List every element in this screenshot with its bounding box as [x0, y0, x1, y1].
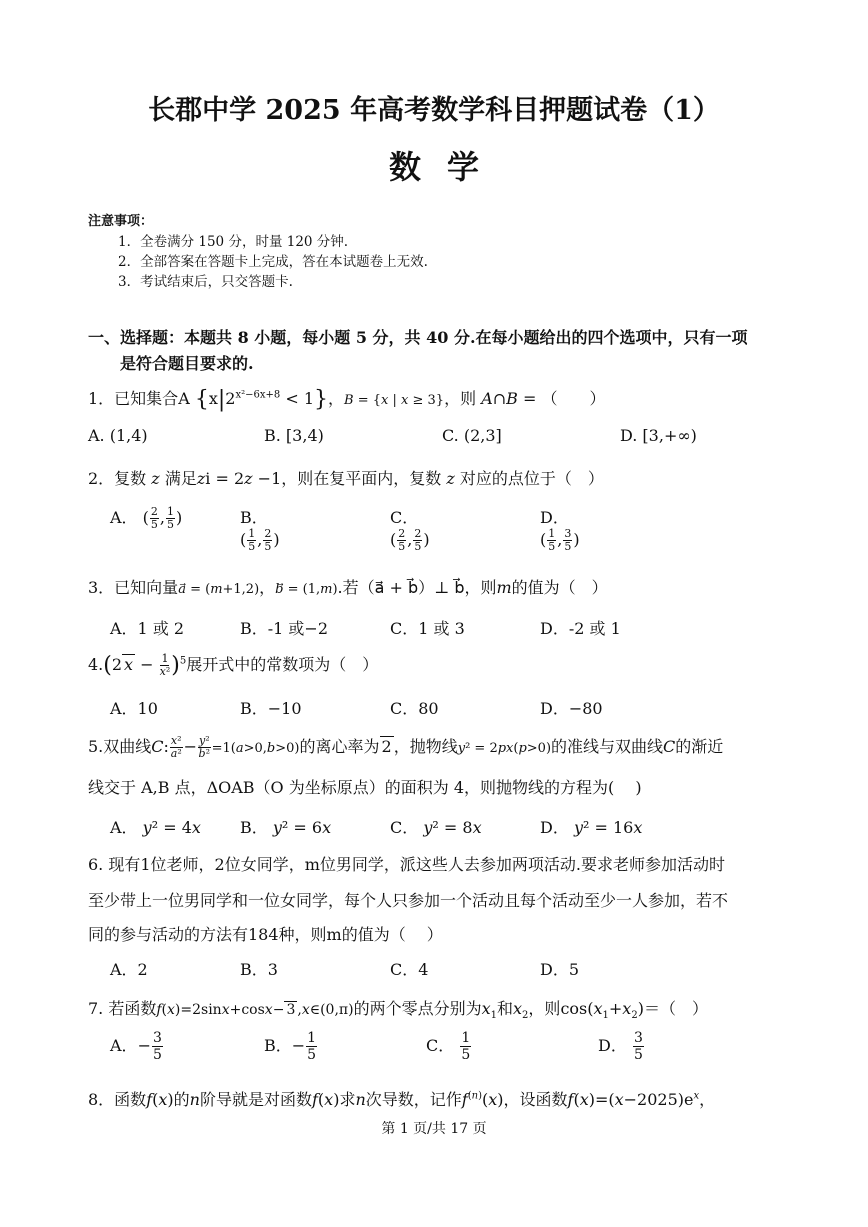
q6-option-d[interactable]: D．5	[540, 960, 580, 979]
q6-option-b[interactable]: B．3	[240, 960, 278, 979]
notice-item: 3．考试结束后，只交答题卡.	[118, 274, 293, 290]
question-6-line-1: 6. 现有1位老师，2位女同学，m位男同学，派这些人去参加两项活动.要求老师参加活动时	[88, 855, 725, 874]
q7-option-b[interactable]: B．− $\frac{1}{5}$	[264, 1030, 317, 1063]
q4-option-a[interactable]: A．10	[110, 699, 158, 718]
q2-option-c[interactable]: C． ( $\frac{2}{5}$ , $\frac{2}{5}$ )	[390, 508, 430, 553]
q6-option-c[interactable]: C．4	[390, 960, 429, 979]
exam-title: 长郡中学 2025 年高考数学科目押题试卷（1）	[148, 95, 720, 126]
q3-option-d[interactable]: D．-2 或 1	[540, 619, 621, 638]
notice-item: 1．全卷满分 150 分，时量 120 分钟.	[118, 234, 349, 250]
q5-option-d[interactable]: D． y² = 16x	[540, 818, 643, 837]
question-5-line-2: 线交于 A,B 点，ΔOAB（O 为坐标原点）的面积为 4，则抛物线的方程为( )	[88, 778, 642, 797]
notice-heading: 注意事项：	[88, 214, 154, 229]
q3-option-c[interactable]: C．1 或 3	[390, 619, 465, 638]
q2-option-d[interactable]: D． ( $\frac{1}{5}$ , $\frac{3}{5}$ )	[540, 508, 580, 553]
question-1: 1．已知集合A $\{x|2^{x^2-6x+8} < 1\}$，B = {x | x ≥ 3}，则 A∩B = （ ）	[88, 387, 606, 412]
question-3: 3．已知向量a⃗ = (m+1,2)，b⃗ = (1,m).若（a⃗ + b⃗）⊥ b⃗，则m的值为（ ）	[88, 578, 608, 597]
question-6-line-2: 至少带上一位男同学和一位女同学，每个人只参加一个活动且每个活动至少一人参加，若不	[88, 891, 729, 910]
question-2: 2．复数 z 满足zi = 2z −1，则在复平面内，复数 z 对应的点位于（ ）	[88, 469, 604, 488]
q6-option-a[interactable]: A．2	[110, 960, 148, 979]
question-4: 4.(2 x − $\frac{1}{\text{x²}}$ )$^5$展开式中的常数项为（ ）	[88, 652, 379, 678]
question-5-line-1: 5.双曲线C: $\frac{\text{x²}}{\text{a²}}$ − $\frac{\text{y²}}{\text{b²}}$ =1(a>0,b>0)的离心率为 2 ，抛物线y² = 2px(p>0)的准线与双曲线C的渐近	[88, 734, 724, 760]
q7-option-c[interactable]: C． $\frac{1}{5}$	[426, 1030, 471, 1063]
q5-option-b[interactable]: B． y² = 6x	[240, 818, 332, 837]
q7-option-a[interactable]: A．− $\frac{3}{5}$	[110, 1030, 162, 1063]
q1-option-b[interactable]: B. [3,4)	[264, 426, 324, 445]
q3-option-b[interactable]: B．-1 或−2	[240, 619, 329, 638]
q4-option-d[interactable]: D．−80	[540, 699, 603, 718]
q1-option-c[interactable]: C. (2,3]	[442, 426, 502, 445]
question-7: 7. 若函数f(x)=2sinx+cosx− 3 ,x∈(0,π)的两个零点分别为$x_1$和$x_2$，则$\cos(x_1+x_2)=$（ ）	[88, 999, 708, 1022]
q1-option-a[interactable]: A. (1,4)	[88, 426, 148, 445]
question-6-line-3: 同的参与活动的方法有184种，则m的值为（ ）	[88, 925, 443, 944]
section-heading: 一、选择题：本题共 8 小题，每小题 5 分，共 40 分.在每小题给出的四个选项中，只有一项 是符合题目要求的.	[88, 328, 748, 373]
q4-option-c[interactable]: C．80	[390, 699, 439, 718]
subject-title: 数学	[388, 148, 505, 186]
question-8: 8．函数f(x)的n阶导就是对函数f(x)求n次导数，记作$f^{(n)}(x)$，设函数$f(x)=(x-2025)e^x$，	[88, 1090, 716, 1109]
page-footer: 第 1 页/共 17 页	[381, 1121, 487, 1137]
q5-option-a[interactable]: A． y² = 4x	[110, 818, 201, 837]
q3-option-a[interactable]: A．1 或 2	[110, 619, 185, 638]
q2-option-b[interactable]: B． ( $\frac{1}{5}$ , $\frac{2}{5}$ )	[240, 508, 280, 553]
q4-option-b[interactable]: B．−10	[240, 699, 302, 718]
q5-option-c[interactable]: C． y² = 8x	[390, 818, 482, 837]
q2-option-a[interactable]: A． ( $\frac{2}{5}$ , $\frac{1}{5}$ )	[110, 505, 183, 531]
q1-option-d[interactable]: D. [3,+∞)	[620, 426, 697, 445]
q7-option-d[interactable]: D． $\frac{3}{5}$	[598, 1030, 643, 1063]
notice-item: 2．全部答案在答题卡上完成，答在本试题卷上无效.	[118, 254, 428, 270]
